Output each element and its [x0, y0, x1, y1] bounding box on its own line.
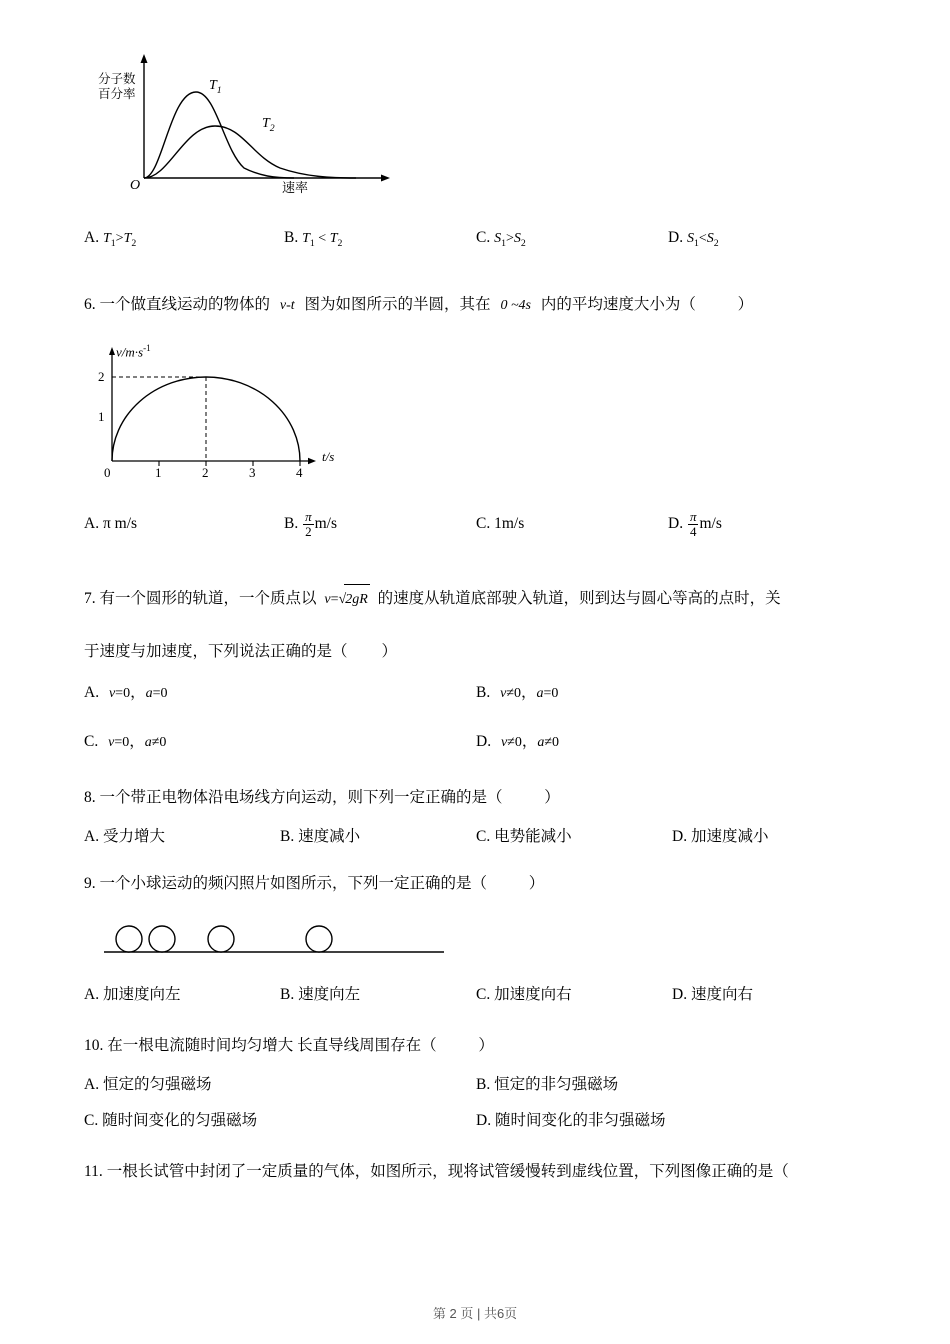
q5-option-a[interactable]: A. $T_1>T_2$: [84, 229, 137, 249]
q6-option-c-letter: C.: [476, 515, 491, 533]
q8-number: 8.: [84, 789, 96, 807]
q8-option-b[interactable]: [280, 823, 476, 851]
figure-q5-y-label-line2: 百分率: [98, 87, 136, 101]
q10-number: 10.: [84, 1037, 104, 1055]
q8-option-b-text: 速度减小: [298, 828, 361, 846]
figure-q6-x-tick-3: 3: [249, 464, 256, 480]
q10-stem: 10. 在一根电流随时间均匀增大 长直导线周围存在（ ）: [84, 1037, 494, 1055]
figure-q5-molecular-speed-distribution: [84, 30, 874, 210]
figure-q6-velocity-time-graph: [84, 331, 874, 496]
q5-option-d-letter: D.: [668, 229, 684, 246]
q7-stem-line2: 于速度与加速度，下列说法正确的是（ ）: [84, 643, 398, 661]
q8-option-c[interactable]: [476, 823, 672, 851]
q7-part1: 有一个圆形的轨道，一个质点以: [99, 590, 317, 608]
q6-part2: 图为如图所示的半圆，其在: [304, 295, 491, 313]
q5-option-b[interactable]: B. $T_1 < T_2$: [284, 229, 343, 249]
q8-option-c-letter: C.: [476, 828, 491, 846]
q5-options-row: [84, 224, 874, 258]
q8-option-b-letter: B.: [280, 828, 295, 846]
q10-option-b[interactable]: [476, 1071, 618, 1099]
q7-options-row-1: [84, 679, 874, 708]
q6-option-b-unit: m/s: [314, 514, 338, 532]
q10-option-b-text: 恒定的非匀强磁场: [494, 1076, 619, 1094]
figure-q6-x-tick-1: 1: [155, 464, 162, 480]
q10-option-a-text: 恒定的匀强磁场: [102, 1076, 212, 1094]
q9-option-d-text: 速度向右: [690, 986, 753, 1004]
q5-option-c[interactable]: C. $S_1>S_2$: [476, 229, 526, 249]
figure-q9-strobe-photo: [84, 907, 874, 967]
q9-options-row: [84, 981, 874, 1009]
q9-number: 9.: [84, 875, 96, 893]
q7-option-b[interactable]: B. v≠0，a=0: [476, 684, 559, 702]
q6-part4: ）: [737, 295, 754, 313]
q8-option-d-letter: D.: [672, 828, 688, 846]
q10-option-d[interactable]: [476, 1107, 665, 1135]
q7-stem-line1: 7. 有一个圆形的轨道，一个质点以 v=√2gR 的速度从轨道底部驶入轨道，则到达与圆心等高的点时，关: [84, 584, 874, 615]
q6-option-a-letter: A.: [84, 515, 100, 533]
q9-option-a-text: 加速度向左: [102, 986, 181, 1004]
q10-text: 在一根电流随时间均匀增大 长直导线周围存在（: [107, 1037, 437, 1055]
q7-sqrt-inner: 2gR: [344, 584, 370, 615]
figure-q5-y-label-line1: 分子数: [98, 72, 136, 86]
q6-option-d-fraction: $\frac{\pi}{4}$: [689, 509, 697, 539]
q7-sqrt-symbol: √: [338, 592, 347, 608]
q5-option-d[interactable]: D. $S_1<S_2$: [668, 229, 719, 249]
q7-option-d-letter: D.: [476, 733, 492, 751]
q7-number: 7.: [84, 590, 96, 608]
q9-option-c-letter: C.: [476, 986, 491, 1004]
q10-option-c-letter: C.: [84, 1112, 99, 1130]
footer-total: | 共6页: [476, 1306, 518, 1321]
figure-q5-curve2-label: $T_2$: [262, 116, 275, 134]
figure-q5-curve1-label: $T_1$: [209, 78, 222, 96]
q7-option-c[interactable]: C. v=0，a≠0: [84, 733, 167, 751]
q7-option-d[interactable]: D. v≠0，a≠0: [476, 733, 560, 751]
q10-option-d-text: 随时间变化的非匀强磁场: [494, 1112, 666, 1130]
q7-option-b-letter: B.: [476, 684, 491, 702]
figure-q6-x-tick-0: 0: [104, 464, 111, 480]
figure-q6-x-tick-4: 4: [296, 464, 303, 480]
q6-option-a-text: π m/s: [102, 515, 138, 533]
q9-option-a-letter: A.: [84, 986, 100, 1004]
q7-part2: 的速度从轨道底部驶入轨道，则到达与圆心等高的点时，关: [377, 590, 781, 608]
q10-option-c[interactable]: [84, 1107, 476, 1135]
q9-option-b[interactable]: [280, 981, 476, 1009]
q5-option-a-letter: A.: [84, 229, 100, 246]
footer-page-label: 第: [432, 1306, 446, 1321]
q6-formula2: 0 ~4s: [500, 297, 531, 313]
q8-option-a-text: 受力增大: [102, 828, 165, 846]
q8-option-a-letter: A.: [84, 828, 100, 846]
q11-text: 一根长试管中封闭了一定质量的气体，如图所示，现将试管缓慢转到虚线位置，下列图像正确的是（: [106, 1163, 789, 1181]
q6-part3: 内的平均速度大小为（: [540, 295, 696, 313]
q6-number: 6.: [84, 295, 96, 313]
q6-option-b[interactable]: [284, 510, 476, 539]
q7-option-a-letter: A.: [84, 684, 100, 702]
q8-option-a[interactable]: [84, 823, 280, 851]
q10-options-row-2: [84, 1107, 874, 1135]
q10-option-b-letter: B.: [476, 1076, 491, 1094]
q8-options-row: [84, 823, 874, 851]
q6-option-d-unit: m/s: [699, 514, 722, 532]
q7-option-a[interactable]: A. v=0，a=0: [84, 684, 168, 702]
figure-q6-y-tick-2: 2: [98, 368, 105, 384]
q6-option-d-letter: D.: [668, 514, 684, 532]
q6-option-b-fraction: $\frac{\pi}{2}$: [305, 509, 312, 539]
q6-option-b-letter: B.: [284, 514, 299, 532]
q10-option-a-letter: A.: [84, 1076, 100, 1094]
q11-number: 11.: [84, 1163, 103, 1181]
q9-option-a[interactable]: [84, 981, 280, 1009]
q9-option-d[interactable]: [672, 981, 753, 1009]
q9-stem: 9. 一个小球运动的频闪照片如图所示，下列一定正确的是（ ）: [84, 875, 545, 893]
q8-option-d-text: 加速度减小: [690, 828, 769, 846]
q7-options-row-2: [84, 728, 874, 757]
q9-option-c-text: 加速度向右: [494, 986, 572, 1004]
figure-q5-y-label: [98, 72, 136, 102]
q9-option-c[interactable]: [476, 981, 672, 1009]
figure-q5-x-label: 速率: [282, 180, 309, 195]
q9-option-d-letter: D.: [672, 986, 688, 1004]
q6-option-a[interactable]: [84, 510, 284, 538]
q6-stem: 6. 一个做直线运动的物体的 v-t 图为如图所示的半圆，其在 0 ~4s 内的平均速度大小为（ ）: [84, 295, 754, 313]
figure-q6-y-tick-1: 1: [98, 408, 105, 424]
figure-q6-x-axis-label: t/s: [322, 448, 335, 464]
q6-part1: 一个做直线运动的物体的: [99, 295, 271, 313]
footer-page-number: 2: [449, 1306, 457, 1321]
q6-option-d[interactable]: [668, 510, 722, 539]
q8-option-d[interactable]: [672, 823, 768, 851]
footer-page-sep: 页: [460, 1306, 474, 1321]
q9-option-b-letter: B.: [280, 986, 295, 1004]
figure-q6-x-tick-2: 2: [202, 464, 209, 480]
figure-q6-y-axis-label: $v/m\cdot s^{-1}$: [116, 342, 151, 360]
q5-option-c-letter: C.: [476, 229, 491, 246]
q9-option-b-text: 速度向左: [298, 986, 361, 1004]
q11-stem: [84, 1157, 874, 1187]
q6-options-row: [84, 510, 874, 539]
q10-option-a[interactable]: [84, 1071, 476, 1099]
q10-option-d-letter: D.: [476, 1112, 492, 1130]
q5-option-b-letter: B.: [284, 229, 299, 246]
figure-q5-origin-label: O: [130, 178, 141, 193]
page-content: [84, 30, 874, 1187]
q8-option-c-text: 电势能减小: [494, 828, 572, 846]
page-footer: [0, 1303, 950, 1322]
q10-options-row-1: [84, 1071, 874, 1099]
q8-text: 一个带正电物体沿电场线方向运动，则下列一定正确的是（: [99, 789, 503, 807]
q6-option-c-text: 1m/s: [494, 515, 525, 533]
figure-q9-svg: [84, 907, 484, 967]
q9-text: 一个小球运动的频闪照片如图所示，下列一定正确的是（: [99, 875, 488, 893]
q7-option-c-letter: C.: [84, 733, 99, 751]
q10-option-c-text: 随时间变化的匀强磁场: [102, 1112, 258, 1130]
q8-stem: 8. 一个带正电物体沿电场线方向运动，则下列一定正确的是（ ）: [84, 789, 560, 807]
q6-option-c[interactable]: [476, 510, 668, 538]
